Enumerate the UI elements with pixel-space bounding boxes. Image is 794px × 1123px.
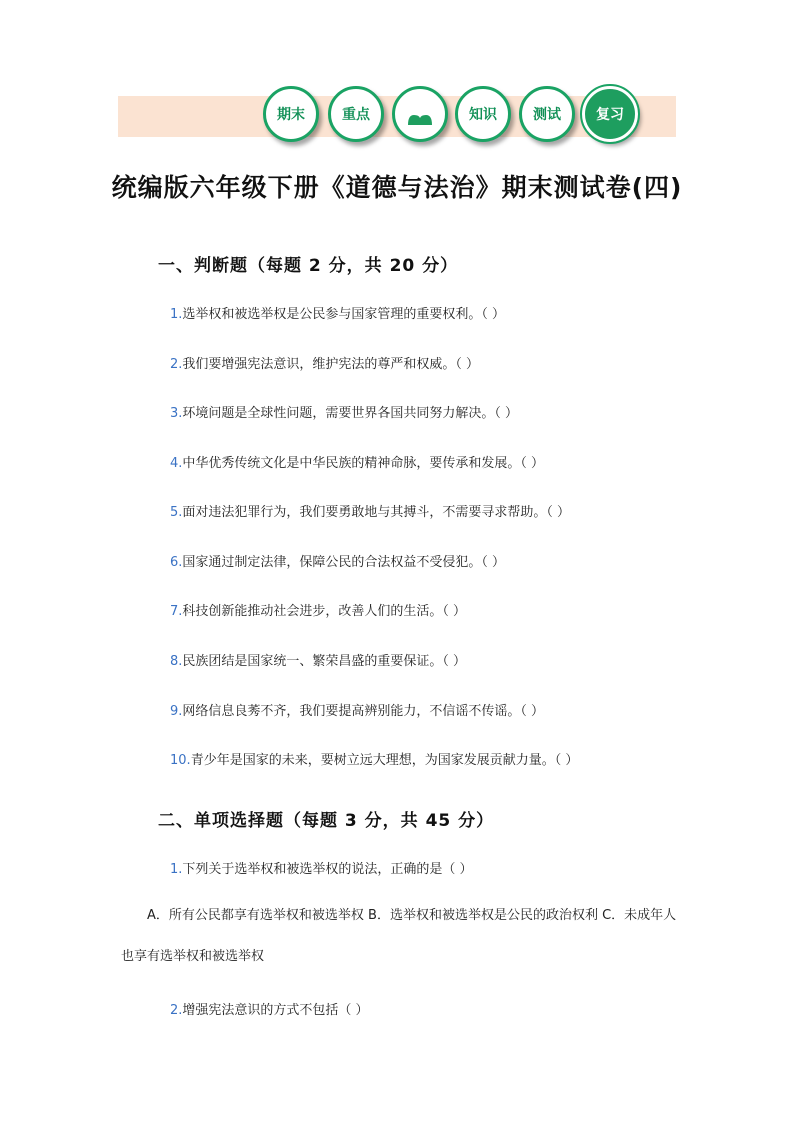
question-item [170, 402, 518, 421]
question-number: 10. [170, 753, 191, 768]
question-item [170, 700, 544, 719]
question-text: 民族团结是国家统一、繁荣昌盛的重要保证。（ ） [182, 654, 467, 669]
badge-label: 测试 [533, 107, 561, 123]
section-heading-choice: 二、单项选择题（每题 3 分，共 45 分） [158, 811, 495, 831]
question-text: 增强宪法意识的方式不包括（ ） [182, 1003, 369, 1018]
question-item [170, 303, 505, 322]
question-number: 9. [170, 704, 183, 719]
question-number: 1. [170, 862, 183, 877]
section-heading-judgement: 一、判断题（每题 2 分，共 20 分） [158, 256, 459, 276]
question-number: 6. [170, 555, 183, 570]
question-item [170, 353, 479, 372]
badge-label: 复习 [596, 107, 624, 123]
question-number: 2. [170, 1003, 183, 1018]
badge-label: 期末 [277, 107, 305, 123]
badge-label: 知识 [469, 107, 497, 123]
question-number: 1. [170, 307, 183, 322]
question-number: 3. [170, 406, 183, 421]
question-number: 5. [170, 505, 183, 520]
badge-zhongdian [328, 86, 384, 142]
question-item [170, 551, 505, 570]
question-text: 环境问题是全球性问题，需要世界各国共同努力解决。（ ） [182, 406, 519, 421]
books-badge [392, 86, 448, 142]
question-number: 8. [170, 654, 183, 669]
question-options: A．所有公民都享有选举权和被选举权 B．选举权和被选举权是公民的政治权利 C．未成年人也享有选举权和被选举权 [121, 908, 677, 964]
page-title: 统编版六年级下册《道德与法治》期末测试卷(四) [111, 173, 683, 202]
badge-qimo [263, 86, 319, 142]
question-number: 2. [170, 357, 183, 372]
question-item [170, 858, 473, 877]
question-text: 面对违法犯罪行为，我们要勇敢地与其搏斗，不需要寻求帮助。（ ） [182, 505, 571, 520]
question-item [170, 749, 578, 768]
question-item [170, 600, 466, 619]
question-text: 选举权和被选举权是公民参与国家管理的重要权利。（ ） [182, 307, 506, 322]
question-number: 4. [170, 456, 183, 471]
badge-label: 重点 [342, 107, 370, 123]
question-text: 网络信息良莠不齐，我们要提高辨别能力，不信谣不传谣。（ ） [182, 704, 545, 719]
question-item [170, 452, 544, 471]
question-number: 7. [170, 604, 183, 619]
badge-ceshi [519, 86, 575, 142]
question-text: 下列关于选举权和被选举权的说法，正确的是（ ） [182, 862, 473, 877]
badge-fuxi [582, 86, 638, 142]
question-item [170, 501, 570, 520]
question-text: 中华优秀传统文化是中华民族的精神命脉，要传承和发展。（ ） [182, 456, 545, 471]
question-text: 国家通过制定法律，保障公民的合法权益不受侵犯。（ ） [182, 555, 506, 570]
badge-zhishi [455, 86, 511, 142]
question-text: 科技创新能推动社会进步，改善人们的生活。（ ） [182, 604, 467, 619]
question-text: 青少年是国家的未来，要树立远大理想，为国家发展贡献力量。（ ） [190, 753, 579, 768]
question-text: 我们要增强宪法意识，维护宪法的尊严和权威。（ ） [182, 357, 480, 372]
books-icon [407, 112, 433, 126]
question-item [170, 650, 466, 669]
question-item [170, 999, 369, 1018]
